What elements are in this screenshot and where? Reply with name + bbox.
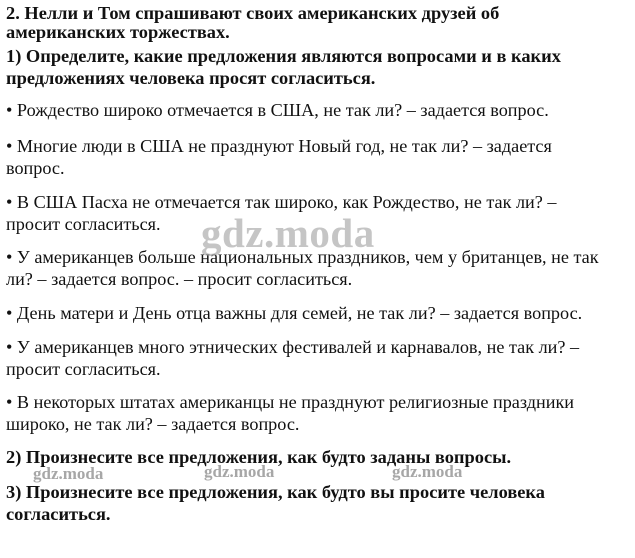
list-item-7-line-2: широко, не так ли? – задается вопрос.	[6, 414, 300, 434]
watermark-small-right: gdz.moda	[392, 462, 463, 481]
list-item-1: • Рождество широко отмечается в США, не так ли? – задается вопрос.	[6, 100, 549, 120]
task-2: 2) Произнесите все предложения, как будто заданы вопросы.	[6, 447, 512, 467]
watermark-small-left: gdz.moda	[33, 464, 104, 483]
list-item-4-line-1: • У американцев больше национальных праздников, чем у британцев, не так	[6, 247, 599, 267]
list-item-3-line-2: просит согласиться.	[6, 214, 161, 234]
list-item-2-line-2: вопрос.	[6, 158, 65, 178]
list-item-3-line-1: • В США Пасха не отмечается так широко, как Рождество, не так ли? –	[6, 192, 557, 212]
watermark-main: gdz.moda	[201, 210, 375, 256]
list-item-7-line-1: • В некоторых штатах американцы не празднуют религиозные праздники	[6, 392, 575, 412]
task-3-line-2: согласиться.	[6, 504, 111, 524]
task-1-line-2: предложениях человека просят согласиться.	[6, 68, 376, 88]
list-item-6-line-1: • У американцев много этнических фестивалей и карнавалов, не так ли? –	[6, 337, 580, 357]
list-item-4-line-2: ли? – задается вопрос. – просит согласиться.	[6, 269, 353, 289]
list-item-2-line-1: • Многие люди в США не празднуют Новый год, не так ли? – задается	[6, 136, 552, 156]
exercise-heading-line-2: американских торжествах.	[6, 22, 230, 42]
task-3-line-1: 3) Произнесите все предложения, как будто вы просите человека	[6, 482, 545, 502]
exercise-heading-line-1: 2. Нелли и Том спрашивают своих американских друзей об	[6, 3, 500, 23]
list-item-5: • День матери и День отца важны для семей, не так ли? – задается вопрос.	[6, 303, 583, 323]
watermark-small-center: gdz.moda	[204, 462, 275, 481]
task-1-line-1: 1) Определите, какие предложения являются вопросами и в каких	[6, 46, 561, 66]
list-item-6-line-2: просит согласиться.	[6, 359, 161, 379]
